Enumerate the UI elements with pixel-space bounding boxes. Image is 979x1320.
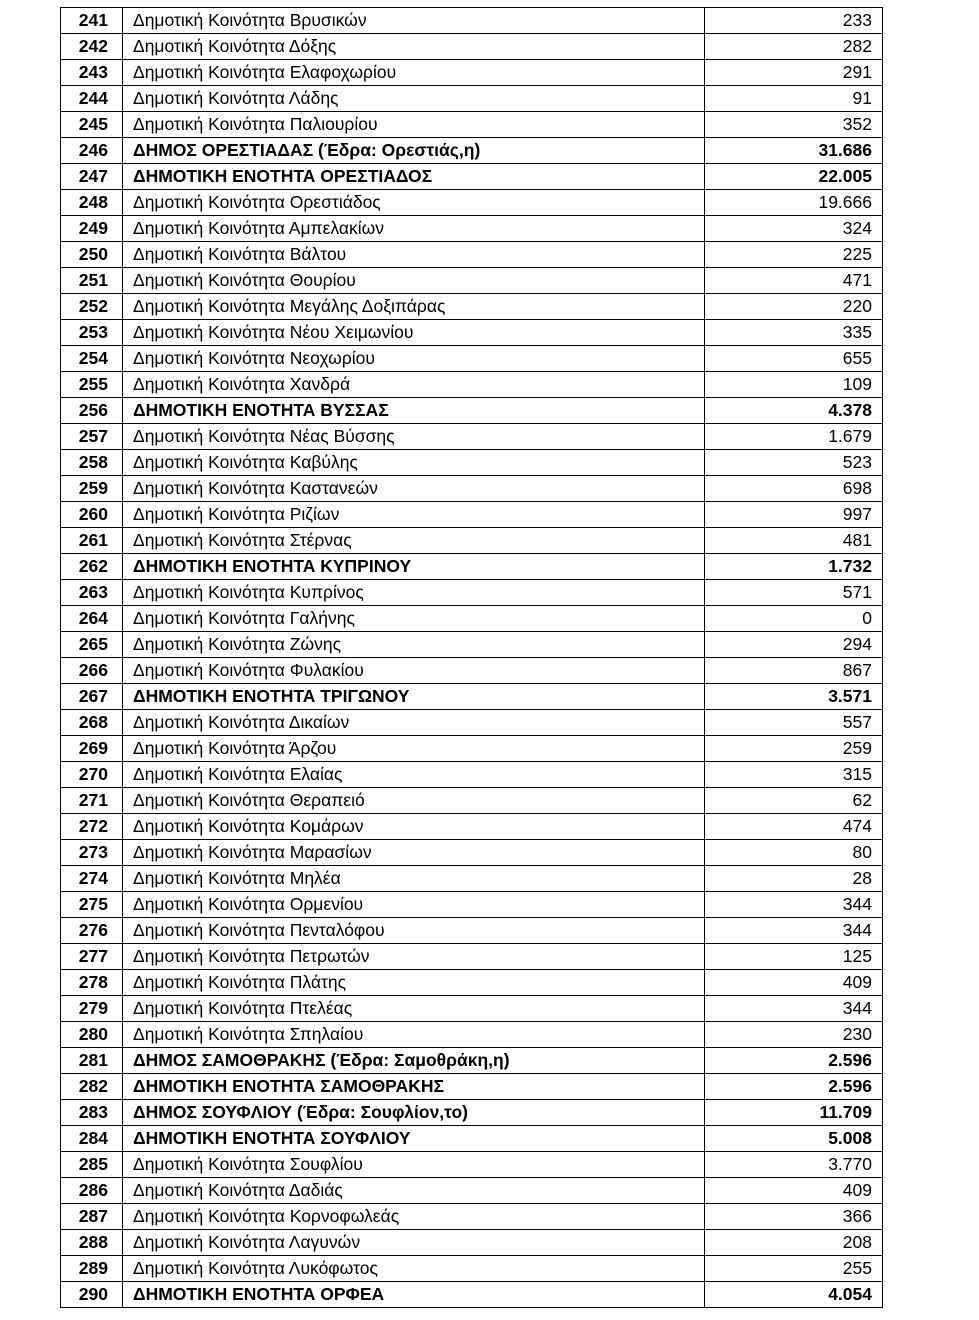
community-name: Δημοτική Κοινότητα Κομάρων [123,814,705,840]
row-number: 267 [61,684,123,710]
community-name: Δημοτική Κοινότητα Ορεστιάδος [123,190,705,216]
population-value: 3.770 [705,1152,883,1178]
row-number: 250 [61,242,123,268]
population-value: 655 [705,346,883,372]
population-value: 4.378 [705,398,883,424]
community-name: Δημοτική Κοινότητα Λάδης [123,86,705,112]
population-value: 282 [705,34,883,60]
population-value: 0 [705,606,883,632]
community-name: Δημοτική Κοινότητα Πετρωτών [123,944,705,970]
population-value: 335 [705,320,883,346]
row-number: 273 [61,840,123,866]
row-number: 269 [61,736,123,762]
table-row [61,216,883,242]
row-number: 261 [61,528,123,554]
table-row [61,1204,883,1230]
population-value: 2.596 [705,1048,883,1074]
population-value: 125 [705,944,883,970]
community-name: Δημοτική Κοινότητα Θεραπειό [123,788,705,814]
row-number: 278 [61,970,123,996]
community-name: ΔΗΜΟΤΙΚΗ ΕΝΟΤΗΤΑ ΣΟΥΦΛΙΟΥ [123,1126,705,1152]
table-row [61,1074,883,1100]
row-number: 274 [61,866,123,892]
row-number: 258 [61,450,123,476]
row-number: 285 [61,1152,123,1178]
table-row [61,294,883,320]
row-number: 282 [61,1074,123,1100]
row-number: 271 [61,788,123,814]
population-value: 344 [705,918,883,944]
table-row [61,476,883,502]
community-name: Δημοτική Κοινότητα Πενταλόφου [123,918,705,944]
population-value: 344 [705,996,883,1022]
table-row [61,658,883,684]
community-name: ΔΗΜΟΣ ΣΑΜΟΘΡΑΚΗΣ (Έδρα: Σαμοθράκη,η) [123,1048,705,1074]
community-name: Δημοτική Κοινότητα Καστανεών [123,476,705,502]
population-value: 1.732 [705,554,883,580]
table-row [61,944,883,970]
table-row [61,1178,883,1204]
population-value: 366 [705,1204,883,1230]
table-row [61,112,883,138]
row-number: 275 [61,892,123,918]
community-name: Δημοτική Κοινότητα Αμπελακίων [123,216,705,242]
table-row [61,242,883,268]
table-row [61,450,883,476]
community-name: Δημοτική Κοινότητα Σουφλίου [123,1152,705,1178]
population-value: 291 [705,60,883,86]
population-value: 4.054 [705,1282,883,1308]
row-number: 256 [61,398,123,424]
table-row [61,1152,883,1178]
table-row [61,814,883,840]
population-table-container [60,7,882,1308]
row-number: 242 [61,34,123,60]
population-value: 571 [705,580,883,606]
table-row [61,1282,883,1308]
table-row [61,580,883,606]
community-name: ΔΗΜΟΤΙΚΗ ΕΝΟΤΗΤΑ ΟΡΦΕΑ [123,1282,705,1308]
table-row [61,8,883,34]
population-value: 31.686 [705,138,883,164]
community-name: Δημοτική Κοινότητα Κυπρίνος [123,580,705,606]
table-row [61,1022,883,1048]
community-name: Δημοτική Κοινότητα Βρυσικών [123,8,705,34]
row-number: 264 [61,606,123,632]
population-value: 208 [705,1230,883,1256]
table-row [61,892,883,918]
population-table [60,7,883,1308]
community-name: Δημοτική Κοινότητα Παλιουρίου [123,112,705,138]
community-name: Δημοτική Κοινότητα Ελαφοχωρίου [123,60,705,86]
row-number: 243 [61,60,123,86]
table-body [61,8,883,1308]
table-row [61,34,883,60]
table-row [61,684,883,710]
community-name: ΔΗΜΟΣ ΣΟΥΦΛΙΟΥ (Έδρα: Σουφλίον,το) [123,1100,705,1126]
table-row [61,528,883,554]
population-value: 225 [705,242,883,268]
row-number: 246 [61,138,123,164]
table-row [61,1230,883,1256]
community-name: Δημοτική Κοινότητα Νεοχωρίου [123,346,705,372]
population-value: 1.679 [705,424,883,450]
row-number: 270 [61,762,123,788]
row-number: 252 [61,294,123,320]
table-row [61,424,883,450]
table-row [61,866,883,892]
table-row [61,762,883,788]
table-row [61,60,883,86]
row-number: 257 [61,424,123,450]
population-value: 997 [705,502,883,528]
row-number: 280 [61,1022,123,1048]
row-number: 276 [61,918,123,944]
table-row [61,1126,883,1152]
population-value: 255 [705,1256,883,1282]
population-value: 109 [705,372,883,398]
table-row [61,632,883,658]
population-value: 352 [705,112,883,138]
population-value: 3.571 [705,684,883,710]
row-number: 254 [61,346,123,372]
row-number: 268 [61,710,123,736]
population-value: 5.008 [705,1126,883,1152]
community-name: Δημοτική Κοινότητα Λυκόφωτος [123,1256,705,1282]
community-name: Δημοτική Κοινότητα Καβύλης [123,450,705,476]
community-name: Δημοτική Κοινότητα Πλάτης [123,970,705,996]
community-name: Δημοτική Κοινότητα Ελαίας [123,762,705,788]
row-number: 259 [61,476,123,502]
population-value: 409 [705,1178,883,1204]
population-value: 28 [705,866,883,892]
row-number: 260 [61,502,123,528]
table-row [61,606,883,632]
population-value: 80 [705,840,883,866]
community-name: Δημοτική Κοινότητα Ορμενίου [123,892,705,918]
row-number: 241 [61,8,123,34]
community-name: Δημοτική Κοινότητα Μεγάλης Δοξιπάρας [123,294,705,320]
community-name: Δημοτική Κοινότητα Σπηλαίου [123,1022,705,1048]
table-row [61,710,883,736]
table-row [61,1256,883,1282]
row-number: 247 [61,164,123,190]
row-number: 244 [61,86,123,112]
table-row [61,918,883,944]
row-number: 283 [61,1100,123,1126]
community-name: Δημοτική Κοινότητα Δαδιάς [123,1178,705,1204]
population-value: 19.666 [705,190,883,216]
row-number: 265 [61,632,123,658]
population-value: 230 [705,1022,883,1048]
table-row [61,1100,883,1126]
table-row [61,372,883,398]
row-number: 263 [61,580,123,606]
community-name: Δημοτική Κοινότητα Βάλτου [123,242,705,268]
row-number: 288 [61,1230,123,1256]
population-value: 315 [705,762,883,788]
community-name: Δημοτική Κοινότητα Θουρίου [123,268,705,294]
population-value: 324 [705,216,883,242]
community-name: Δημοτική Κοινότητα Μηλέα [123,866,705,892]
row-number: 272 [61,814,123,840]
population-value: 62 [705,788,883,814]
community-name: Δημοτική Κοινότητα Μαρασίων [123,840,705,866]
population-value: 2.596 [705,1074,883,1100]
row-number: 262 [61,554,123,580]
table-row [61,1048,883,1074]
community-name: Δημοτική Κοινότητα Στέρνας [123,528,705,554]
table-row [61,788,883,814]
community-name: Δημοτική Κοινότητα Γαλήνης [123,606,705,632]
population-value: 344 [705,892,883,918]
table-row [61,840,883,866]
table-row [61,86,883,112]
community-name: ΔΗΜΟΤΙΚΗ ΕΝΟΤΗΤΑ ΚΥΠΡΙΝΟΥ [123,554,705,580]
table-row [61,190,883,216]
community-name: Δημοτική Κοινότητα Κορνοφωλεάς [123,1204,705,1230]
population-value: 259 [705,736,883,762]
population-value: 867 [705,658,883,684]
population-value: 471 [705,268,883,294]
table-row [61,320,883,346]
community-name: Δημοτική Κοινότητα Ριζίων [123,502,705,528]
population-value: 294 [705,632,883,658]
table-row [61,554,883,580]
row-number: 279 [61,996,123,1022]
population-value: 22.005 [705,164,883,190]
community-name: Δημοτική Κοινότητα Άρζου [123,736,705,762]
community-name: Δημοτική Κοινότητα Νέας Βύσσης [123,424,705,450]
community-name: Δημοτική Κοινότητα Νέου Χειμωνίου [123,320,705,346]
row-number: 266 [61,658,123,684]
population-value: 474 [705,814,883,840]
community-name: ΔΗΜΟΤΙΚΗ ΕΝΟΤΗΤΑ ΒΥΣΣΑΣ [123,398,705,424]
population-value: 11.709 [705,1100,883,1126]
row-number: 277 [61,944,123,970]
row-number: 249 [61,216,123,242]
table-row [61,502,883,528]
table-row [61,736,883,762]
population-value: 481 [705,528,883,554]
community-name: Δημοτική Κοινότητα Φυλακίου [123,658,705,684]
row-number: 286 [61,1178,123,1204]
population-value: 409 [705,970,883,996]
community-name: Δημοτική Κοινότητα Λαγυνών [123,1230,705,1256]
community-name: Δημοτική Κοινότητα Δικαίων [123,710,705,736]
table-row [61,164,883,190]
row-number: 281 [61,1048,123,1074]
row-number: 248 [61,190,123,216]
community-name: Δημοτική Κοινότητα Δόξης [123,34,705,60]
row-number: 290 [61,1282,123,1308]
population-value: 220 [705,294,883,320]
population-value: 91 [705,86,883,112]
community-name: Δημοτική Κοινότητα Χανδρά [123,372,705,398]
community-name: Δημοτική Κοινότητα Πτελέας [123,996,705,1022]
row-number: 284 [61,1126,123,1152]
table-row [61,970,883,996]
table-row [61,138,883,164]
row-number: 251 [61,268,123,294]
population-value: 233 [705,8,883,34]
population-value: 557 [705,710,883,736]
population-value: 698 [705,476,883,502]
community-name: ΔΗΜΟΤΙΚΗ ΕΝΟΤΗΤΑ ΟΡΕΣΤΙΑΔΟΣ [123,164,705,190]
row-number: 253 [61,320,123,346]
population-value: 523 [705,450,883,476]
table-row [61,996,883,1022]
row-number: 245 [61,112,123,138]
community-name: Δημοτική Κοινότητα Ζώνης [123,632,705,658]
table-row [61,346,883,372]
community-name: ΔΗΜΟΤΙΚΗ ΕΝΟΤΗΤΑ ΣΑΜΟΘΡΑΚΗΣ [123,1074,705,1100]
row-number: 287 [61,1204,123,1230]
table-row [61,268,883,294]
table-row [61,398,883,424]
community-name: ΔΗΜΟΣ ΟΡΕΣΤΙΑΔΑΣ (Έδρα: Ορεστιάς,η) [123,138,705,164]
row-number: 289 [61,1256,123,1282]
row-number: 255 [61,372,123,398]
community-name: ΔΗΜΟΤΙΚΗ ΕΝΟΤΗΤΑ ΤΡΙΓΩΝΟΥ [123,684,705,710]
